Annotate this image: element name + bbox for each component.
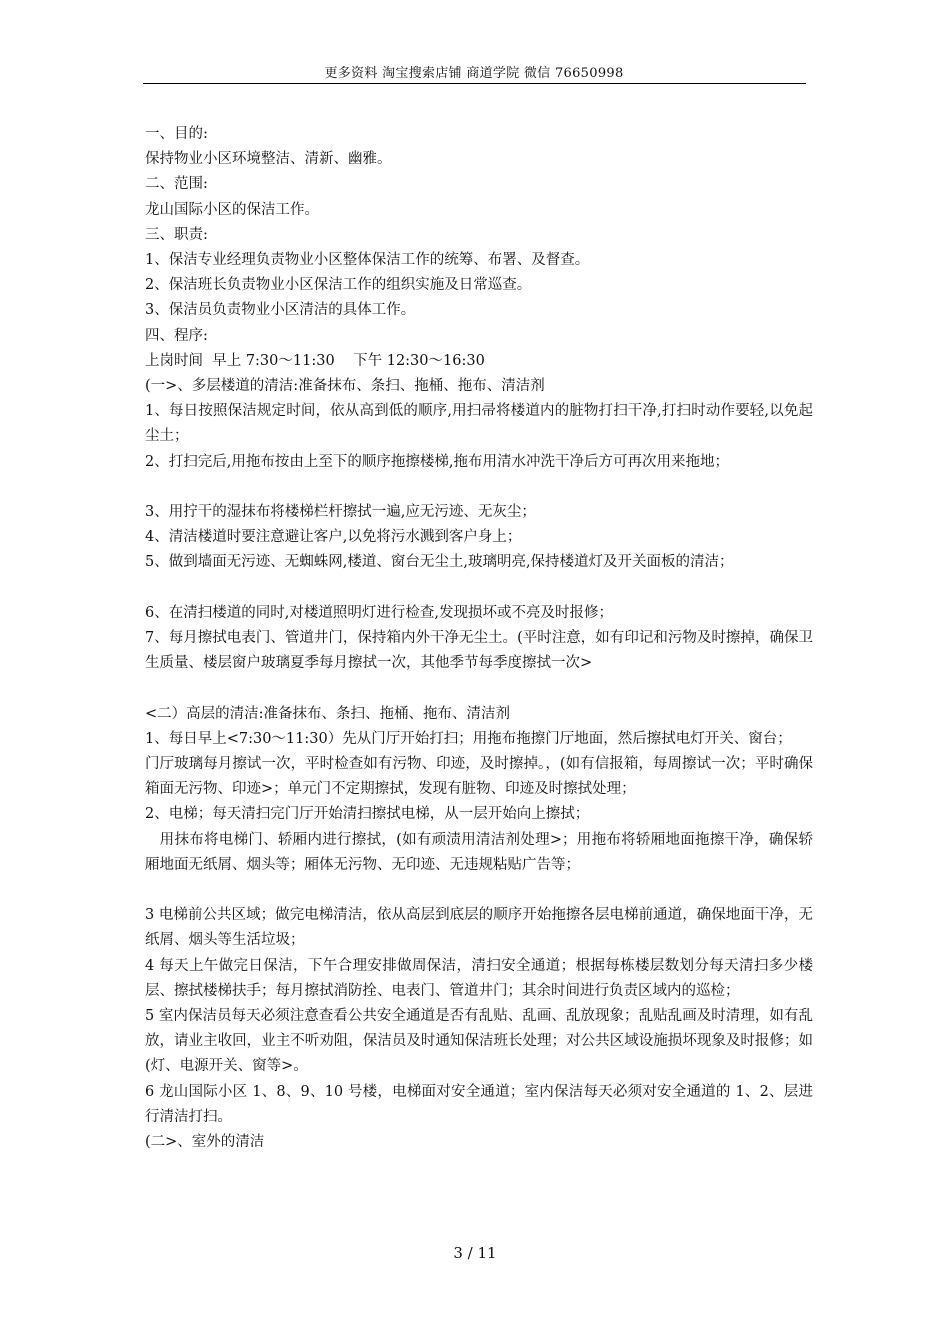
paragraph: 3、保洁员负责物业小区清洁的具体工作。	[145, 302, 416, 319]
paragraph: 1、每日按照保洁规定时间，依从高到低的顺序,用扫帚将楼道内的脏物打扫干净,打扫时动作要轻,以免起尘土；	[145, 403, 813, 445]
paragraph: 6、在清扫楼道的同时,对楼道照明灯进行检查,发现损坏或不亮及时报修；	[145, 604, 613, 621]
paragraph: 4、清洁楼道时要注意避让客户,以免将污水溅到客户身上；	[145, 529, 522, 546]
subsection-heading: <二）高层的清洁:准备抹布、条扫、拖桶、拖布、清洁剂	[145, 705, 511, 722]
section-heading-procedure: 四、程序:	[145, 327, 208, 344]
paragraph: 3、用拧干的湿抹布将楼梯栏杆擦拭一遍,应无污迹、无灰尘；	[145, 504, 536, 521]
paragraph: 上岗时间 早上 7:30～11:30 下午 12:30～16:30	[145, 352, 485, 369]
blank-line	[145, 878, 813, 903]
paragraph: 1、保洁专业经理负责物业小区整体保洁工作的统筹、布署、及督查。	[145, 252, 590, 269]
paragraph: 7、每月擦拭电表门、管道井门，保持箱内外干净无尘土。(平时注意，如有印记和污物及时擦掉，确保卫生质量、楼层窗户玻璃夏季每月擦拭一次，其他季节每季度擦拭一次>	[145, 630, 813, 672]
paragraph: 保持物业小区环境整洁、清新、幽雅。	[145, 151, 392, 168]
section-heading-purpose: 一、目的:	[145, 126, 208, 142]
paragraph: 用抹布将电梯门、轿厢内进行擦拭，(如有顽渍用清洁剂处理>；用拖布将轿厢地面拖擦干净，确保轿厢地面无纸屑、烟头等；厢体无污物、无印迹、无违规粘贴广告等；	[145, 831, 813, 873]
paragraph: 4 每天上午做完日保洁，下午合理安排做周保洁，清扫安全通道；根据每栋楼层数划分每天清扫多少楼层、擦拭楼梯扶手；每月擦拭消防拴、电表门、管道井门；其余时间进行负责区域内的巡检；	[145, 957, 813, 999]
section-heading-duties: 三、职责:	[145, 226, 208, 243]
header-divider	[143, 83, 806, 84]
paragraph: 6 龙山国际小区 1、8、9、10 号楼，电梯面对安全通道；室内保洁每天必须对安全通道的 1、2、层进行清洁打扫。	[145, 1083, 813, 1125]
section-heading-scope: 二、范围:	[145, 176, 208, 193]
paragraph: 3 电梯前公共区域；做完电梯清洁，依从高层到底层的顺序开始拖擦各层电梯前通道，确保地面干净，无纸屑、烟头等生活垃圾；	[145, 907, 813, 949]
blank-line	[145, 475, 813, 500]
blank-line	[145, 576, 813, 601]
page-header: 更多资料 淘宝搜索店铺 商道学院 微信 76650998	[324, 66, 624, 81]
paragraph: 2、保洁班长负责物业小区保洁工作的组织实施及日常巡查。	[145, 277, 532, 294]
paragraph: 2、电梯；每天清扫完门厅开始清扫擦拭电梯，从一层开始向上擦拭；	[145, 806, 590, 823]
page-number: 3 / 11	[453, 1244, 497, 1262]
paragraph: 5、做到墙面无污迹、无蜘蛛网,楼道、窗台无尘土,玻璃明亮,保持楼道灯及开关面板的清洁；	[145, 554, 734, 571]
subsection-heading: (二>、室外的清洁	[145, 1134, 265, 1151]
subsection-heading: (一>、多层楼道的清洁:准备抹布、条扫、拖桶、拖布、清洁剂	[145, 378, 545, 395]
paragraph: 龙山国际小区的保洁工作。	[145, 201, 319, 218]
paragraph: 门厅玻璃每月擦试一次，平时检查如有污物、印迹，及时擦掉。，(如有信报箱，每周擦试一次；平时确保箱面无污物、印迹>；单元门不定期擦拭，发现有脏物、印迹及时擦拭处理；	[145, 756, 813, 798]
document-body	[145, 122, 813, 1155]
paragraph: 1、每日早上<7:30～11:30）先从门厅开始打扫；用拖布拖擦门厅地面，然后擦拭电灯开关、窗台；	[145, 730, 792, 747]
paragraph: 2、打扫完后,用拖布按由上至下的顺序拖擦楼梯,拖布用清水冲洗干净后方可再次用来拖地；	[145, 453, 729, 470]
paragraph: 5 室内保洁员每天必须注意查看公共安全通道是否有乱贴、乱画、乱放现象；乱贴乱画及时清理，如有乱放，请业主收回，业主不听劝阻，保洁员及时通知保洁班长处理；对公共区域设施损坏现象及时报修；如(灯、电源开关、窗等>。	[145, 1008, 813, 1075]
blank-line	[145, 676, 813, 701]
